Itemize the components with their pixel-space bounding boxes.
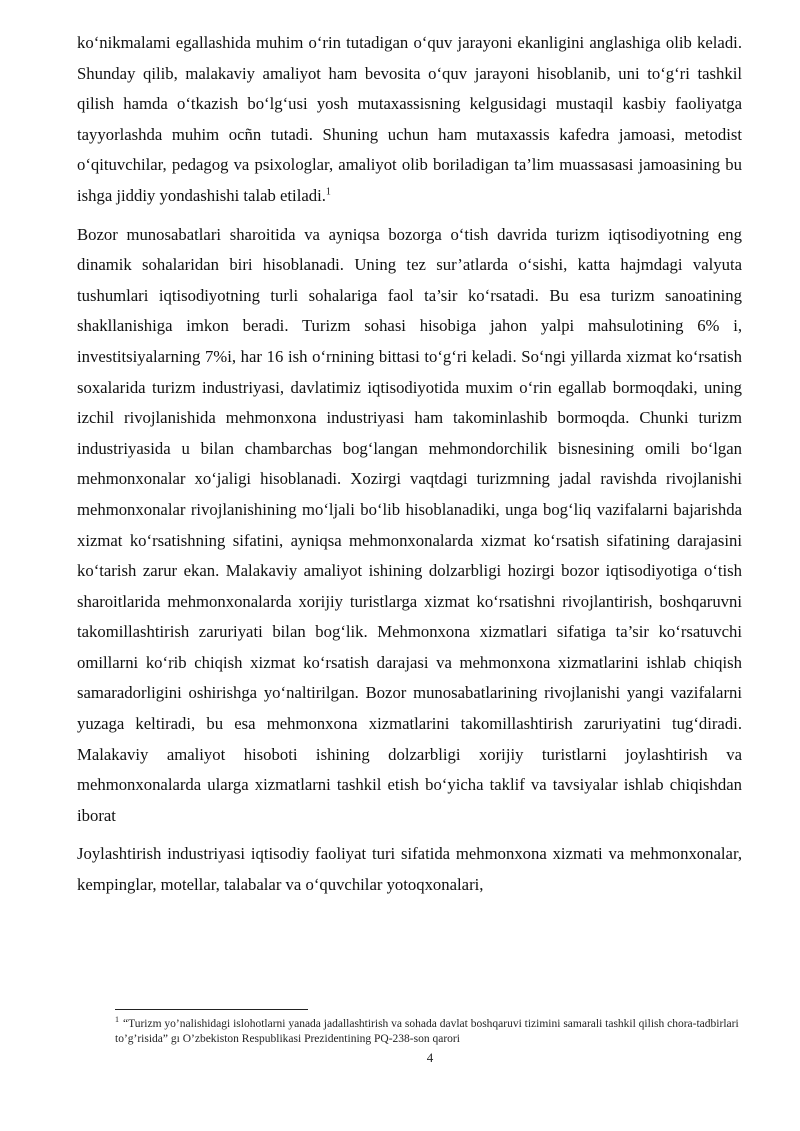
paragraph-2 xyxy=(77,220,742,832)
footnote-marker: 1 xyxy=(115,1015,119,1025)
footnote-text: “Turizm yo’nalishidagi islohotlarni yanada jadallashtirish va sohada davlat boshqaruvi tizimini samarali tashkil qilish chora-tadbirlari to’g’risida” gı O’zbekiston Respublikasi Prezidentining PQ-238-son qarori xyxy=(115,1018,739,1045)
footnote-reference: 1 xyxy=(325,186,331,198)
body-text xyxy=(77,28,742,909)
paragraph-1-text: ko‘nikmalami egallashida muhim o‘rin tutadigan o‘quv jarayoni ekanligini anglashiga olib keladi. Shunday qilib, malakaviy amaliyot ham bevosita o‘quv jarayoni hisoblanib, uni to‘g‘ri tashkil qilish hamda o‘tkazish bo‘lg‘usi yosh mutaxassisning kelgusidagi mustaqil kasbiy faoliyatga tayyorlashda muhim ocñn tutadi. Shuning uchun ham mutaxassis kafedra jamoasi, metodist o‘qituvchilar, pedagog va psixologlar, amaliyot olib boriladigan ta’lim muassasasi jamoasining bu ishga jiddiy yondashishi talab etiladi. xyxy=(77,33,742,205)
paragraph-3-text: Joylashtirish industriyasi iqtisodiy faoliyat turi sifatida mehmonxona xizmati va mehmonxonalar, kempinglar, motellar, talabalar va o‘quvchilar yotoqxonalari, xyxy=(77,844,742,895)
footnote xyxy=(115,1017,745,1047)
paragraph-2-text: Bozor munosabatlari sharoitida va ayniqsa bozorga o‘tish davrida turizm iqtisodiyotning eng dinamik sohalaridan biri hisoblanadi. Uning tez sur’atlarda o‘sishi, katta hajmdagi valyuta tushumlari iqtisodiyotning turli sohalariga faol ta’sir ko‘rsatadi. Bu esa turizm sanoatining shakllanishiga imkon beradi. Turizm sohasi hisobiga jahon yalpi mahsulotining 6% i, investitsiyalarning 7%i, har 16 ish o‘rnining bittasi to‘g‘ri keladi. So‘ngi yillarda xizmat ko‘rsatish soxalarida turizm industriyasi, davlatimiz iqtisodiyotida muxim o‘rin egallab bormoqdaki, uning izchil rivojlanishida mehmonxona industriyasi ham takominlashib bormoqda. Chunki turizm industriyasida u bilan chambarchas bog‘langan mehmondorchilik bisnesining omili bo‘lgan mehmonxonalar xo‘jaligi hisoblanadi. Xozirgi vaqtdagi turizmning jadal ravishda rivojlanishi mehmonxonalar rivojlanishining mo‘ljali bo‘lib hisoblanadiki, unga bog‘liq vazifalarni bajarishda xizmat ko‘rsatishning sifatini, ayniqsa mehmonxonalarda xizmat ko‘rsatish sifatining darajasini ko‘tarish zarur ekan. Malakaviy amaliyot ishining dolzarbligi hozirgi bozor iqtisodiyotiga o‘tish sharoitlarida mehmonxonalarda xorijiy turistlarga xizmat ko‘rsatishni rivojlantirish, boshqaruvni takomillashtirish zaruriyati bilan bog‘lik. Mehmonxona xizmatlari sifatiga ta’sir ko‘rsatuvchi omillarni ko‘rib chiqish xizmat ko‘rsatish darajasi va mehmonxona xizmatlarini ishlab chiqish samaradorligini oshirishga yo‘naltirilgan. Bozor munosabatlarining rivojlanishi yangi vazifalarni yuzaga keltiradi, bu esa mehmonxona xizmatlarini takomillashtirish zaruriyatini tug‘diradi. Malakaviy amaliyot hisoboti ishining dolzarbligi xorijiy turistlarni joylashtirish va mehmonxonalarda ularga xizmatlarni tashkil etish bo‘yicha taklif va tavsiyalar ishlab chiqishdan iborat xyxy=(77,224,742,825)
paragraph-3 xyxy=(77,839,742,900)
paragraph-1 xyxy=(77,28,742,212)
footnote-separator xyxy=(115,1009,308,1010)
page-number: 4 xyxy=(426,1050,434,1065)
